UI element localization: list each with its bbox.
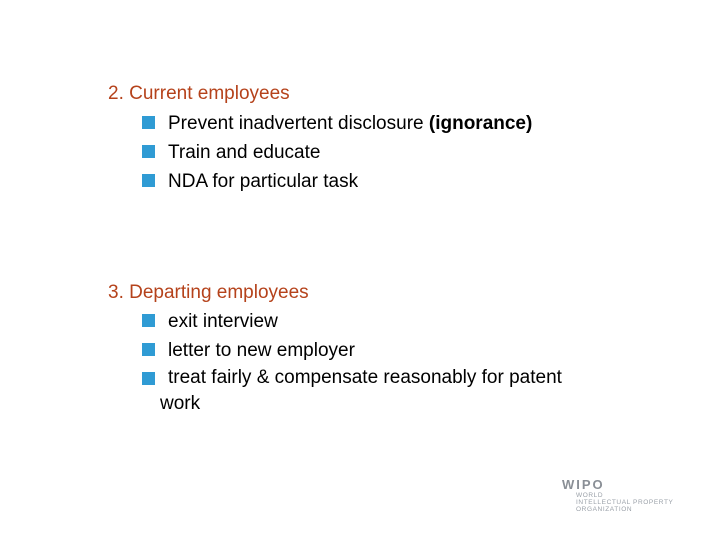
logo-wordmark: WIPO xyxy=(562,477,605,492)
wipo-logo xyxy=(562,477,702,517)
item-text: treat fairly & compensate reasonably for patent xyxy=(168,367,562,388)
square-bullet-icon xyxy=(142,372,155,385)
item-text: Train and educate xyxy=(168,142,321,163)
item-text: NDA for particular task xyxy=(168,171,359,192)
current-employees-list xyxy=(142,109,612,196)
item-text-bold: (ignorance) xyxy=(428,113,533,134)
section-heading-current-employees: 2. Current employees xyxy=(108,83,290,104)
list-item xyxy=(142,138,612,167)
logo-line-world: WORLD xyxy=(576,492,604,499)
square-bullet-icon xyxy=(142,116,155,129)
logo-line-organization: ORGANIZATION xyxy=(576,506,633,513)
square-bullet-icon xyxy=(142,145,155,158)
square-bullet-icon xyxy=(142,343,155,356)
item-text: letter to new employer xyxy=(168,340,355,361)
list-item xyxy=(142,167,612,196)
departing-employees-list xyxy=(142,307,612,417)
list-item xyxy=(142,307,612,336)
logo-line-intellectual-property: INTELLECTUAL PROPERTY xyxy=(576,499,674,506)
item-text: Prevent inadvertent disclosure xyxy=(168,113,429,134)
square-bullet-icon xyxy=(142,314,155,327)
list-item xyxy=(142,365,612,417)
list-item xyxy=(142,109,612,138)
section-heading-departing-employees: 3. Departing employees xyxy=(108,282,309,303)
square-bullet-icon xyxy=(142,174,155,187)
item-text: exit interview xyxy=(168,311,278,332)
list-item xyxy=(142,336,612,365)
item-text-continuation: work xyxy=(160,393,201,414)
